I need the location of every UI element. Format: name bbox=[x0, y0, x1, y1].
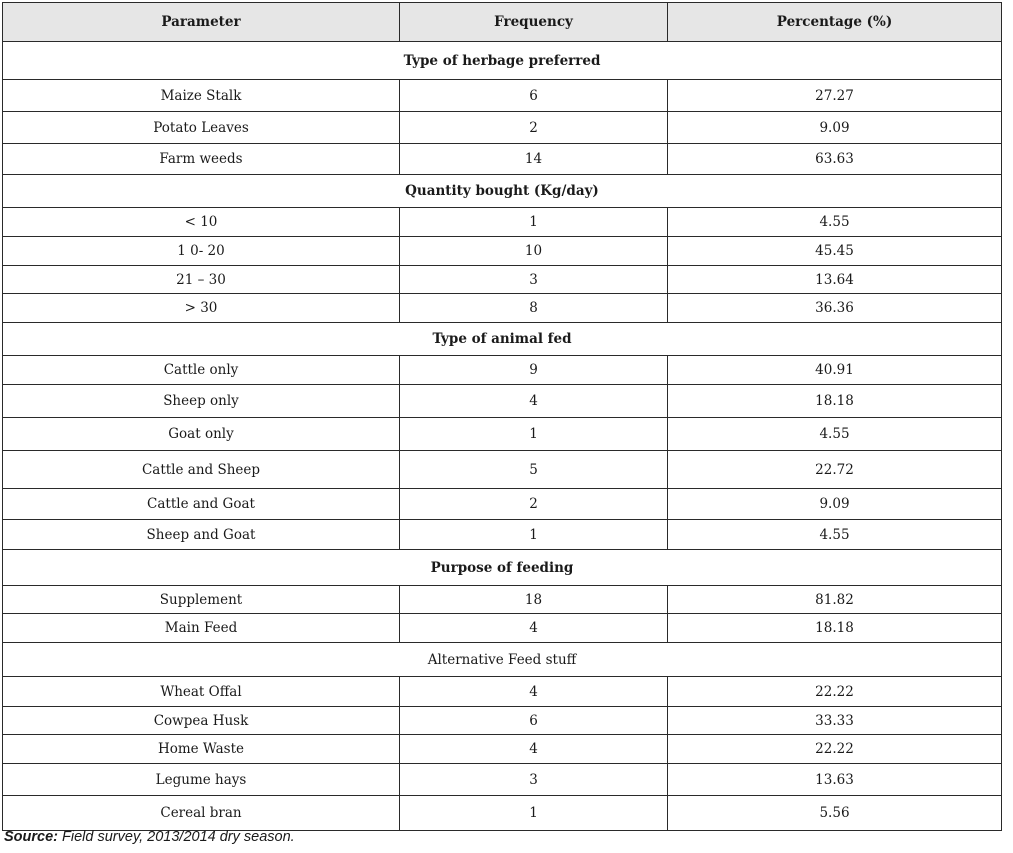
percentage-cell: 4.55 bbox=[668, 418, 1002, 451]
percentage-cell: 22.72 bbox=[668, 451, 1002, 489]
section-row bbox=[3, 323, 1002, 356]
frequency-cell: 8 bbox=[400, 294, 668, 323]
table-row bbox=[3, 208, 1002, 237]
table-row bbox=[3, 356, 1002, 385]
section-title-alternative: Alternative Feed stuff bbox=[3, 643, 1002, 677]
frequency-cell: 4 bbox=[400, 677, 668, 707]
frequency-cell: 1 bbox=[400, 520, 668, 550]
percentage-cell: 22.22 bbox=[668, 735, 1002, 764]
percentage-cell: 9.09 bbox=[668, 489, 1002, 520]
frequency-cell: 6 bbox=[400, 707, 668, 735]
header-parameter: Parameter bbox=[3, 3, 400, 42]
section-title-quantity: Quantity bought (Kg/day) bbox=[3, 175, 1002, 208]
table-row bbox=[3, 489, 1002, 520]
frequency-cell: 5 bbox=[400, 451, 668, 489]
table-row bbox=[3, 144, 1002, 175]
parameter-cell: Goat only bbox=[3, 418, 400, 451]
percentage-cell: 81.82 bbox=[668, 586, 1002, 614]
section-title-animal: Type of animal fed bbox=[3, 323, 1002, 356]
percentage-cell: 5.56 bbox=[668, 796, 1002, 831]
parameter-cell: Cattle only bbox=[3, 356, 400, 385]
percentage-cell: 4.55 bbox=[668, 208, 1002, 237]
percentage-cell: 4.55 bbox=[668, 520, 1002, 550]
parameter-cell: Legume hays bbox=[3, 764, 400, 796]
table-row bbox=[3, 237, 1002, 266]
source-label: Source: bbox=[4, 829, 58, 845]
table-row bbox=[3, 385, 1002, 418]
frequency-cell: 14 bbox=[400, 144, 668, 175]
frequency-cell: 1 bbox=[400, 796, 668, 831]
frequency-cell: 3 bbox=[400, 764, 668, 796]
table-row bbox=[3, 764, 1002, 796]
frequency-cell: 10 bbox=[400, 237, 668, 266]
percentage-cell: 27.27 bbox=[668, 80, 1002, 112]
parameter-cell: Potato Leaves bbox=[3, 112, 400, 144]
frequency-cell: 18 bbox=[400, 586, 668, 614]
header-frequency: Frequency bbox=[400, 3, 668, 42]
table-row bbox=[3, 112, 1002, 144]
table-row bbox=[3, 451, 1002, 489]
parameter-cell: Cowpea Husk bbox=[3, 707, 400, 735]
frequency-cell: 1 bbox=[400, 418, 668, 451]
table-row bbox=[3, 520, 1002, 550]
percentage-cell: 33.33 bbox=[668, 707, 1002, 735]
section-title-purpose: Purpose of feeding bbox=[3, 550, 1002, 586]
table-row bbox=[3, 707, 1002, 735]
frequency-cell: 4 bbox=[400, 385, 668, 418]
table-row bbox=[3, 418, 1002, 451]
parameter-cell: Home Waste bbox=[3, 735, 400, 764]
frequency-cell: 2 bbox=[400, 489, 668, 520]
section-row bbox=[3, 643, 1002, 677]
parameter-cell: Cattle and Sheep bbox=[3, 451, 400, 489]
parameter-cell: > 30 bbox=[3, 294, 400, 323]
percentage-cell: 63.63 bbox=[668, 144, 1002, 175]
table-row bbox=[3, 80, 1002, 112]
section-title-herbage: Type of herbage preferred bbox=[3, 42, 1002, 80]
parameter-cell: Cereal bran bbox=[3, 796, 400, 831]
source-note bbox=[4, 829, 295, 845]
table-row bbox=[3, 614, 1002, 643]
parameter-cell: Wheat Offal bbox=[3, 677, 400, 707]
percentage-cell: 36.36 bbox=[668, 294, 1002, 323]
section-row bbox=[3, 175, 1002, 208]
parameter-cell: Main Feed bbox=[3, 614, 400, 643]
frequency-cell: 9 bbox=[400, 356, 668, 385]
frequency-cell: 4 bbox=[400, 735, 668, 764]
frequency-cell: 2 bbox=[400, 112, 668, 144]
percentage-cell: 45.45 bbox=[668, 237, 1002, 266]
table-row bbox=[3, 735, 1002, 764]
parameter-cell: Sheep only bbox=[3, 385, 400, 418]
percentage-cell: 22.22 bbox=[668, 677, 1002, 707]
table-row bbox=[3, 796, 1002, 831]
frequency-cell: 1 bbox=[400, 208, 668, 237]
parameter-cell: Maize Stalk bbox=[3, 80, 400, 112]
section-row bbox=[3, 550, 1002, 586]
percentage-cell: 18.18 bbox=[668, 385, 1002, 418]
table-row bbox=[3, 266, 1002, 294]
frequency-cell: 6 bbox=[400, 80, 668, 112]
percentage-cell: 13.63 bbox=[668, 764, 1002, 796]
survey-table bbox=[2, 2, 1002, 831]
percentage-cell: 13.64 bbox=[668, 266, 1002, 294]
parameter-cell: < 10 bbox=[3, 208, 400, 237]
frequency-cell: 4 bbox=[400, 614, 668, 643]
table-row bbox=[3, 677, 1002, 707]
frequency-cell: 3 bbox=[400, 266, 668, 294]
header-percentage: Percentage (%) bbox=[668, 3, 1002, 42]
table-row bbox=[3, 586, 1002, 614]
parameter-cell: Sheep and Goat bbox=[3, 520, 400, 550]
table-row bbox=[3, 294, 1002, 323]
parameter-cell: 1 0- 20 bbox=[3, 237, 400, 266]
parameter-cell: Supplement bbox=[3, 586, 400, 614]
parameter-cell: Cattle and Goat bbox=[3, 489, 400, 520]
percentage-cell: 9.09 bbox=[668, 112, 1002, 144]
section-row bbox=[3, 42, 1002, 80]
percentage-cell: 18.18 bbox=[668, 614, 1002, 643]
parameter-cell: Farm weeds bbox=[3, 144, 400, 175]
parameter-cell: 21 – 30 bbox=[3, 266, 400, 294]
percentage-cell: 40.91 bbox=[668, 356, 1002, 385]
source-text: Field survey, 2013/2014 dry season. bbox=[58, 829, 295, 845]
table-header-row bbox=[3, 3, 1002, 42]
